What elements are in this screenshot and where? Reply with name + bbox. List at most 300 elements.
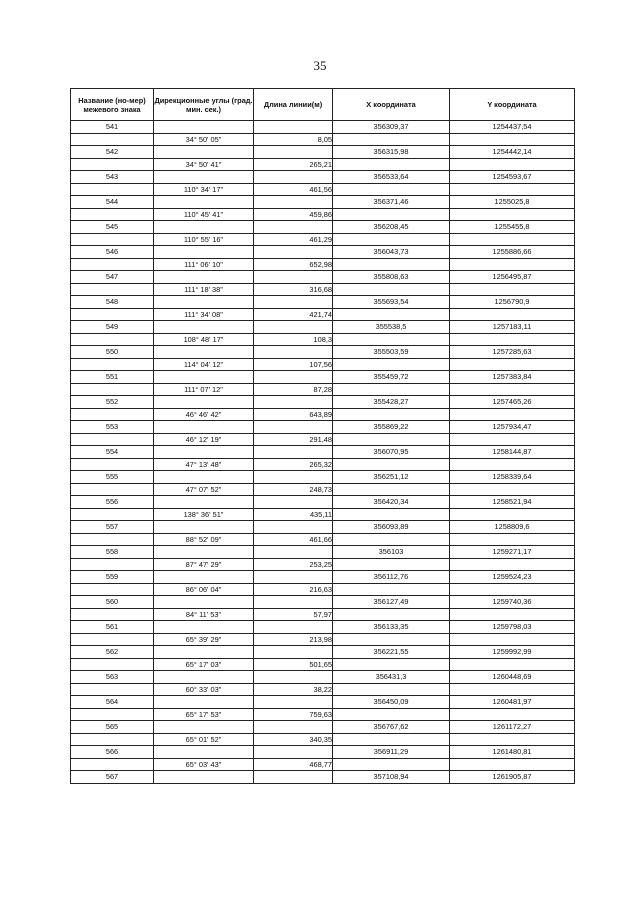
x-coordinate-cell: 356133,35 xyxy=(333,621,450,634)
x-coordinate-cell: 356533,64 xyxy=(333,171,450,184)
empty-cell xyxy=(450,583,575,596)
point-row xyxy=(71,321,575,334)
segment-row xyxy=(71,283,575,296)
x-coordinate-cell: 356127,49 xyxy=(333,596,450,609)
y-coordinate-cell: 1254442,14 xyxy=(450,146,575,159)
point-name-cell: 551 xyxy=(71,371,154,384)
y-coordinate-cell: 1259740,36 xyxy=(450,596,575,609)
point-name-cell: 543 xyxy=(71,171,154,184)
point-row xyxy=(71,721,575,734)
segment-row xyxy=(71,483,575,496)
direction-angle-cell: 111° 18' 38" xyxy=(154,283,254,296)
empty-cell xyxy=(254,446,333,459)
empty-cell xyxy=(71,233,154,246)
empty-cell xyxy=(333,133,450,146)
empty-cell xyxy=(254,396,333,409)
header-name: Название (но-мер) межевого знака xyxy=(71,89,154,121)
empty-cell xyxy=(450,383,575,396)
header-angle: Дирекционные углы (град. мин. сек.) xyxy=(154,89,254,121)
direction-angle-cell: 65° 01' 52" xyxy=(154,733,254,746)
point-row xyxy=(71,646,575,659)
segment-row xyxy=(71,358,575,371)
empty-cell xyxy=(154,346,254,359)
line-length-cell: 461,29 xyxy=(254,233,333,246)
empty-cell xyxy=(254,246,333,259)
segment-row xyxy=(71,158,575,171)
y-coordinate-cell: 1257465,26 xyxy=(450,396,575,409)
empty-cell xyxy=(333,383,450,396)
y-coordinate-cell: 1259798,03 xyxy=(450,621,575,634)
line-length-cell: 38,22 xyxy=(254,683,333,696)
y-coordinate-cell: 1261480,81 xyxy=(450,746,575,759)
empty-cell xyxy=(333,733,450,746)
x-coordinate-cell: 356420,34 xyxy=(333,496,450,509)
y-coordinate-cell: 1261172,27 xyxy=(450,721,575,734)
empty-cell xyxy=(333,158,450,171)
empty-cell xyxy=(333,633,450,646)
direction-angle-cell: 65° 03' 43" xyxy=(154,758,254,771)
empty-cell xyxy=(71,258,154,271)
line-length-cell: 291,48 xyxy=(254,433,333,446)
empty-cell xyxy=(450,558,575,571)
empty-cell xyxy=(450,283,575,296)
point-name-cell: 564 xyxy=(71,696,154,709)
line-length-cell: 501,65 xyxy=(254,658,333,671)
y-coordinate-cell: 1261905,87 xyxy=(450,771,575,784)
page-number: 35 xyxy=(313,58,327,73)
segment-row xyxy=(71,333,575,346)
empty-cell xyxy=(450,133,575,146)
empty-cell xyxy=(254,771,333,784)
empty-cell xyxy=(333,658,450,671)
point-name-cell: 566 xyxy=(71,746,154,759)
empty-cell xyxy=(254,171,333,184)
point-name-cell: 550 xyxy=(71,346,154,359)
empty-cell xyxy=(254,596,333,609)
y-coordinate-cell: 1257934,47 xyxy=(450,421,575,434)
direction-angle-cell: 47° 13' 48" xyxy=(154,458,254,471)
line-length-cell: 108,3 xyxy=(254,333,333,346)
x-coordinate-cell: 356450,09 xyxy=(333,696,450,709)
segment-row xyxy=(71,183,575,196)
point-name-cell: 555 xyxy=(71,471,154,484)
empty-cell xyxy=(254,496,333,509)
x-coordinate-cell: 356070,95 xyxy=(333,446,450,459)
direction-angle-cell: 108° 48' 17" xyxy=(154,333,254,346)
point-row xyxy=(71,546,575,559)
x-coordinate-cell: 356431,3 xyxy=(333,671,450,684)
line-length-cell: 459,86 xyxy=(254,208,333,221)
empty-cell xyxy=(154,396,254,409)
point-row xyxy=(71,596,575,609)
empty-cell xyxy=(254,671,333,684)
point-row xyxy=(71,496,575,509)
segment-row xyxy=(71,633,575,646)
x-coordinate-cell: 355538,5 xyxy=(333,321,450,334)
line-length-cell: 461,66 xyxy=(254,533,333,546)
empty-cell xyxy=(154,121,254,134)
direction-angle-cell: 88° 52' 09" xyxy=(154,533,254,546)
direction-angle-cell: 34° 50' 41" xyxy=(154,158,254,171)
empty-cell xyxy=(450,208,575,221)
empty-cell xyxy=(154,321,254,334)
point-row xyxy=(71,346,575,359)
empty-cell xyxy=(254,621,333,634)
x-coordinate-cell: 356309,37 xyxy=(333,121,450,134)
line-length-cell: 107,56 xyxy=(254,358,333,371)
line-length-cell: 213,98 xyxy=(254,633,333,646)
x-coordinate-cell: 356112,76 xyxy=(333,571,450,584)
point-name-cell: 548 xyxy=(71,296,154,309)
empty-cell xyxy=(254,221,333,234)
y-coordinate-cell: 1256495,87 xyxy=(450,271,575,284)
y-coordinate-cell: 1255025,8 xyxy=(450,196,575,209)
empty-cell xyxy=(333,258,450,271)
empty-cell xyxy=(71,558,154,571)
empty-cell xyxy=(333,183,450,196)
line-length-cell: 435,11 xyxy=(254,508,333,521)
x-coordinate-cell: 356371,46 xyxy=(333,196,450,209)
empty-cell xyxy=(450,258,575,271)
x-coordinate-cell: 355693,54 xyxy=(333,296,450,309)
empty-cell xyxy=(333,333,450,346)
segment-row xyxy=(71,733,575,746)
point-row xyxy=(71,571,575,584)
empty-cell xyxy=(154,546,254,559)
header-x: Х координата xyxy=(333,89,450,121)
line-length-cell: 652,98 xyxy=(254,258,333,271)
empty-cell xyxy=(154,146,254,159)
empty-cell xyxy=(254,121,333,134)
boundary-coordinates-table xyxy=(70,88,575,784)
empty-cell xyxy=(450,358,575,371)
x-coordinate-cell: 356208,45 xyxy=(333,221,450,234)
y-coordinate-cell: 1256790,9 xyxy=(450,296,575,309)
direction-angle-cell: 65° 17' 03" xyxy=(154,658,254,671)
empty-cell xyxy=(71,358,154,371)
empty-cell xyxy=(333,508,450,521)
x-coordinate-cell: 355808,63 xyxy=(333,271,450,284)
empty-cell xyxy=(71,408,154,421)
line-length-cell: 253,25 xyxy=(254,558,333,571)
x-coordinate-cell: 355459,72 xyxy=(333,371,450,384)
empty-cell xyxy=(154,246,254,259)
segment-row xyxy=(71,433,575,446)
line-length-cell: 759,63 xyxy=(254,708,333,721)
line-length-cell: 57,97 xyxy=(254,608,333,621)
table-header-row xyxy=(71,89,575,121)
empty-cell xyxy=(450,708,575,721)
empty-cell xyxy=(254,371,333,384)
empty-cell xyxy=(450,333,575,346)
empty-cell xyxy=(254,321,333,334)
empty-cell xyxy=(333,283,450,296)
empty-cell xyxy=(333,233,450,246)
empty-cell xyxy=(254,471,333,484)
empty-cell xyxy=(333,558,450,571)
x-coordinate-cell: 355869,22 xyxy=(333,421,450,434)
y-coordinate-cell: 1255886,66 xyxy=(450,246,575,259)
empty-cell xyxy=(333,758,450,771)
point-row xyxy=(71,446,575,459)
point-name-cell: 546 xyxy=(71,246,154,259)
point-name-cell: 553 xyxy=(71,421,154,434)
direction-angle-cell: 111° 06' 10" xyxy=(154,258,254,271)
segment-row xyxy=(71,233,575,246)
y-coordinate-cell: 1259992,99 xyxy=(450,646,575,659)
direction-angle-cell: 111° 34' 08" xyxy=(154,308,254,321)
empty-cell xyxy=(450,483,575,496)
point-name-cell: 560 xyxy=(71,596,154,609)
empty-cell xyxy=(71,458,154,471)
empty-cell xyxy=(71,208,154,221)
empty-cell xyxy=(154,646,254,659)
empty-cell xyxy=(254,571,333,584)
empty-cell xyxy=(71,283,154,296)
empty-cell xyxy=(450,433,575,446)
point-row xyxy=(71,521,575,534)
segment-row xyxy=(71,258,575,271)
point-row xyxy=(71,121,575,134)
empty-cell xyxy=(254,721,333,734)
point-name-cell: 562 xyxy=(71,646,154,659)
empty-cell xyxy=(71,733,154,746)
empty-cell xyxy=(154,496,254,509)
point-name-cell: 556 xyxy=(71,496,154,509)
direction-angle-cell: 47° 07' 52" xyxy=(154,483,254,496)
empty-cell xyxy=(333,408,450,421)
segment-row xyxy=(71,758,575,771)
y-coordinate-cell: 1257383,84 xyxy=(450,371,575,384)
direction-angle-cell: 114° 04' 12" xyxy=(154,358,254,371)
line-length-cell: 265,32 xyxy=(254,458,333,471)
line-length-cell: 468,77 xyxy=(254,758,333,771)
point-row xyxy=(71,621,575,634)
point-row xyxy=(71,671,575,684)
empty-cell xyxy=(450,533,575,546)
empty-cell xyxy=(154,771,254,784)
empty-cell xyxy=(154,521,254,534)
point-name-cell: 542 xyxy=(71,146,154,159)
empty-cell xyxy=(333,533,450,546)
point-row xyxy=(71,171,575,184)
point-row xyxy=(71,196,575,209)
line-length-cell: 265,21 xyxy=(254,158,333,171)
point-name-cell: 544 xyxy=(71,196,154,209)
x-coordinate-cell: 356315,98 xyxy=(333,146,450,159)
x-coordinate-cell: 355428,27 xyxy=(333,396,450,409)
empty-cell xyxy=(450,458,575,471)
empty-cell xyxy=(450,733,575,746)
empty-cell xyxy=(154,221,254,234)
direction-angle-cell: 34° 50' 05" xyxy=(154,133,254,146)
empty-cell xyxy=(154,596,254,609)
empty-cell xyxy=(450,608,575,621)
empty-cell xyxy=(254,521,333,534)
x-coordinate-cell: 356103 xyxy=(333,546,450,559)
point-name-cell: 549 xyxy=(71,321,154,334)
point-name-cell: 559 xyxy=(71,571,154,584)
empty-cell xyxy=(71,183,154,196)
direction-angle-cell: 110° 34' 17" xyxy=(154,183,254,196)
point-row xyxy=(71,296,575,309)
empty-cell xyxy=(450,308,575,321)
y-coordinate-cell: 1254593,67 xyxy=(450,171,575,184)
empty-cell xyxy=(154,271,254,284)
point-name-cell: 557 xyxy=(71,521,154,534)
empty-cell xyxy=(71,433,154,446)
segment-row xyxy=(71,583,575,596)
line-length-cell: 643,89 xyxy=(254,408,333,421)
empty-cell xyxy=(71,683,154,696)
empty-cell xyxy=(254,346,333,359)
empty-cell xyxy=(154,721,254,734)
empty-cell xyxy=(450,233,575,246)
line-length-cell: 316,68 xyxy=(254,283,333,296)
y-coordinate-cell: 1257285,63 xyxy=(450,346,575,359)
line-length-cell: 8,05 xyxy=(254,133,333,146)
direction-angle-cell: 60° 33' 03" xyxy=(154,683,254,696)
empty-cell xyxy=(254,296,333,309)
point-row xyxy=(71,371,575,384)
x-coordinate-cell: 356221,55 xyxy=(333,646,450,659)
point-row xyxy=(71,746,575,759)
point-row xyxy=(71,421,575,434)
point-row xyxy=(71,396,575,409)
empty-cell xyxy=(254,146,333,159)
empty-cell xyxy=(333,583,450,596)
y-coordinate-cell: 1254437,54 xyxy=(450,121,575,134)
y-coordinate-cell: 1259524,23 xyxy=(450,571,575,584)
y-coordinate-cell: 1258809,6 xyxy=(450,521,575,534)
segment-row xyxy=(71,508,575,521)
segment-row xyxy=(71,458,575,471)
empty-cell xyxy=(333,683,450,696)
y-coordinate-cell: 1255455,8 xyxy=(450,221,575,234)
empty-cell xyxy=(71,158,154,171)
empty-cell xyxy=(450,158,575,171)
line-length-cell: 461,56 xyxy=(254,183,333,196)
direction-angle-cell: 65° 39' 29" xyxy=(154,633,254,646)
empty-cell xyxy=(450,408,575,421)
empty-cell xyxy=(254,646,333,659)
line-length-cell: 421,74 xyxy=(254,308,333,321)
empty-cell xyxy=(71,133,154,146)
segment-row xyxy=(71,533,575,546)
y-coordinate-cell: 1258521,94 xyxy=(450,496,575,509)
direction-angle-cell: 86° 06' 04" xyxy=(154,583,254,596)
line-length-cell: 340,35 xyxy=(254,733,333,746)
point-row xyxy=(71,221,575,234)
empty-cell xyxy=(154,696,254,709)
segment-row xyxy=(71,708,575,721)
direction-angle-cell: 65° 17' 53" xyxy=(154,708,254,721)
point-row xyxy=(71,471,575,484)
empty-cell xyxy=(254,421,333,434)
point-name-cell: 554 xyxy=(71,446,154,459)
direction-angle-cell: 46° 46' 42" xyxy=(154,408,254,421)
empty-cell xyxy=(333,433,450,446)
empty-cell xyxy=(450,633,575,646)
empty-cell xyxy=(71,333,154,346)
empty-cell xyxy=(450,758,575,771)
empty-cell xyxy=(450,658,575,671)
line-length-cell: 87,28 xyxy=(254,383,333,396)
direction-angle-cell: 87° 47' 29" xyxy=(154,558,254,571)
empty-cell xyxy=(71,483,154,496)
empty-cell xyxy=(154,746,254,759)
point-row xyxy=(71,146,575,159)
empty-cell xyxy=(333,708,450,721)
table-body xyxy=(71,121,575,784)
empty-cell xyxy=(254,746,333,759)
x-coordinate-cell: 357108,94 xyxy=(333,771,450,784)
empty-cell xyxy=(154,421,254,434)
line-length-cell: 248,73 xyxy=(254,483,333,496)
point-name-cell: 567 xyxy=(71,771,154,784)
point-name-cell: 541 xyxy=(71,121,154,134)
empty-cell xyxy=(333,458,450,471)
point-name-cell: 545 xyxy=(71,221,154,234)
point-name-cell: 547 xyxy=(71,271,154,284)
empty-cell xyxy=(71,658,154,671)
point-row xyxy=(71,246,575,259)
empty-cell xyxy=(254,546,333,559)
point-name-cell: 552 xyxy=(71,396,154,409)
x-coordinate-cell: 356093,89 xyxy=(333,521,450,534)
segment-row xyxy=(71,658,575,671)
empty-cell xyxy=(450,508,575,521)
y-coordinate-cell: 1257183,11 xyxy=(450,321,575,334)
empty-cell xyxy=(450,183,575,196)
y-coordinate-cell: 1260448,69 xyxy=(450,671,575,684)
segment-row xyxy=(71,133,575,146)
point-row xyxy=(71,696,575,709)
header-y: Y координата xyxy=(450,89,575,121)
x-coordinate-cell: 355503,59 xyxy=(333,346,450,359)
empty-cell xyxy=(333,208,450,221)
direction-angle-cell: 110° 45' 41" xyxy=(154,208,254,221)
empty-cell xyxy=(71,633,154,646)
point-row xyxy=(71,771,575,784)
empty-cell xyxy=(71,708,154,721)
empty-cell xyxy=(154,446,254,459)
empty-cell xyxy=(254,196,333,209)
empty-cell xyxy=(254,696,333,709)
empty-cell xyxy=(71,608,154,621)
empty-cell xyxy=(154,371,254,384)
empty-cell xyxy=(154,296,254,309)
point-name-cell: 563 xyxy=(71,671,154,684)
empty-cell xyxy=(154,621,254,634)
empty-cell xyxy=(333,483,450,496)
empty-cell xyxy=(71,308,154,321)
empty-cell xyxy=(154,571,254,584)
point-name-cell: 561 xyxy=(71,621,154,634)
x-coordinate-cell: 356043,73 xyxy=(333,246,450,259)
direction-angle-cell: 138° 36' 51" xyxy=(154,508,254,521)
segment-row xyxy=(71,208,575,221)
empty-cell xyxy=(154,671,254,684)
y-coordinate-cell: 1260481,97 xyxy=(450,696,575,709)
segment-row xyxy=(71,608,575,621)
x-coordinate-cell: 356911,29 xyxy=(333,746,450,759)
empty-cell xyxy=(71,583,154,596)
segment-row xyxy=(71,558,575,571)
empty-cell xyxy=(71,533,154,546)
point-name-cell: 558 xyxy=(71,546,154,559)
y-coordinate-cell: 1258144,87 xyxy=(450,446,575,459)
